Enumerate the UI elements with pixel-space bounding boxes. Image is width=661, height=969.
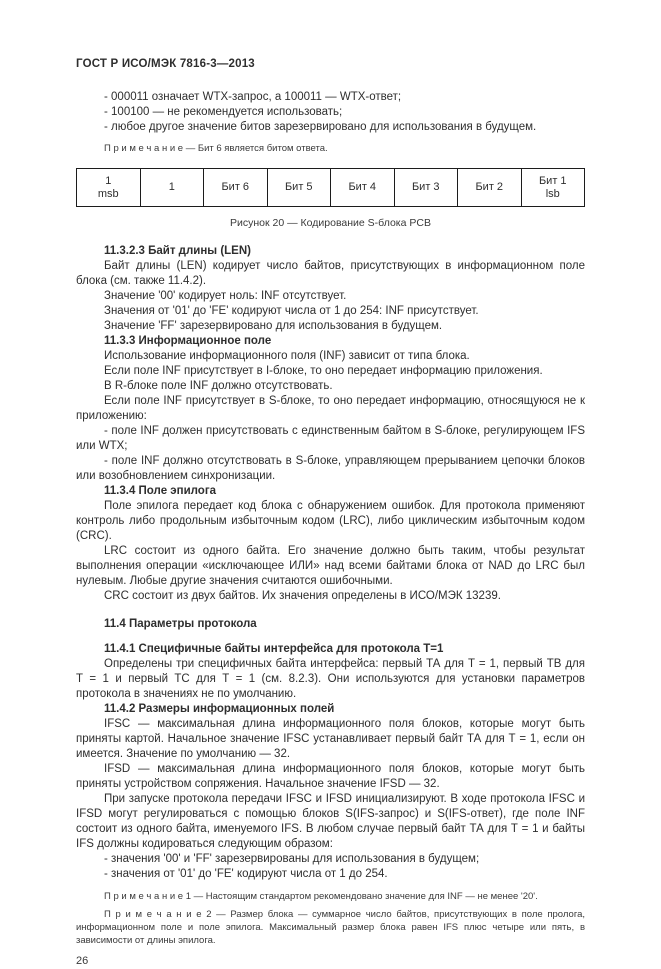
cell-line: Бит 5 [284,181,313,193]
paragraph: Байт длины (LEN) кодирует число байтов, присутствующих в информационном поле блока (см. также 11.4.2). [76,260,585,287]
section-heading-11-3-4: 11.3.4 Поле эпилога [104,485,217,497]
paragraph: Значение '00' кодирует ноль: INF отсутствует. [104,290,347,302]
list-item: - любое другое значение битов зарезервировано для использования в будущем. [104,121,537,133]
list-item: - значения от '01' до 'FE' кодируют числа от 1 до 254. [104,868,388,880]
paragraph: Поле эпилога передает код блока с обнаружением ошибок. Для протокола применяют контроль либо продольным избыточным кодом (LRC), либо циклическим избыточным кодом (CRC). [76,500,585,542]
section-heading-11-3-3: 11.3.3 Информационное поле [104,335,272,347]
table-cell-bit4 [330,169,394,206]
list-item: - 100100 — не рекомендуется использовать; [104,106,343,118]
cell-line: 1 [105,174,112,187]
table-cell-bit2 [457,169,521,206]
paragraph: CRC состоит из двух байтов. Их значения определены в ИСО/МЭК 13239. [104,590,501,602]
figure20-caption: Рисунок 20 — Кодирование S-блока PCB [230,217,431,229]
list-item: - 000011 означает WTX-запрос, а 100011 — WTX-ответ; [104,91,402,103]
table-cell-bit7 [140,169,204,206]
paragraph: IFSC — максимальная длина информационного поля блоков, которые могут быть приняты картой. Начальное значение IFSC устанавливает первый байт ТА для Т = 1, если он имеется. Значение по умолчанию — 32. [76,718,585,760]
cell-line: msb [97,187,119,200]
cell-line: Бит 2 [475,181,504,193]
section-heading-11-4-1: 11.4.1 Специфичные байты интерфейса для протокола Т=1 [104,643,444,655]
paragraph: Определены три специфичных байта интерфейса: первый ТА для Т = 1, первый ТВ для Т = 1 и первый ТС для Т = 1 (см. 8.2.3). Они используются для установки параметров протокола в значениях не по умолчанию. [76,658,585,700]
cell-line: 1 [168,181,175,193]
paragraph: Если поле INF присутствует в S-блоке, то оно передает информацию, относящуюся не к приложению: [76,395,585,422]
doc-code-header: ГОСТ Р ИСО/МЭК 7816-3—2013 [76,58,255,70]
table-cell-bit5 [267,169,331,206]
section-heading-11-3-2-3: 11.3.2.3 Байт длины (LEN) [104,245,251,257]
note-bit6: П р и м е ч а н и е — Бит 6 является битом ответа. [104,143,328,154]
table-cell-bit3 [394,169,458,206]
paragraph: IFSD — максимальная длина информационного поля блоков, которые могут быть приняты устройством сопряжения. Начальное значение IFSD — 32. [76,763,585,790]
cell-line: Бит 6 [221,181,250,193]
paragraph: Использование информационного поля (INF) зависит от типа блока. [104,350,470,362]
table-cell-bit6 [203,169,267,206]
table-cell-bit8 [77,169,140,206]
footnote-2: П р и м е ч а н и е 2 — Размер блока — суммарное число байтов, присутствующих в поле пролога, информационном поле и поле эпилога. Максимальный размер блока равен IFS плюс четыре или пять, в зависимости от длины эпилога. [76,909,585,946]
paragraph: Значение 'FF' зарезервировано для использования в будущем. [104,320,443,332]
figure20-bit-table [76,168,585,207]
paragraph: При запуске протокола передачи IFSC и IFSD инициализируют. В ходе протокола IFSC и IFSD могут регулироваться с помощью блоков S(IFS-запрос) и S(IFS-ответ), где поле INF состоит из одного байта, именуемого IFS. В любом случае первый байт ТА для Т = 1 и байты IFS должны кодироваться следующим образом: [76,793,585,850]
intro-bullet-list [76,90,585,135]
table-cell-bit1 [521,169,585,206]
section-heading-11-4-2: 11.4.2 Размеры информационных полей [104,703,335,715]
paragraph: Значения от '01' до 'FE' кодируют числа от 1 до 254: INF присутствует. [104,305,479,317]
cell-line: Бит 3 [411,181,440,193]
paragraph: В R-блоке поле INF должно отсутствовать. [104,380,333,392]
page-number: 26 [76,955,89,967]
cell-line: Бит 1 [538,174,567,187]
footnote-1: П р и м е ч а н и е 1 — Настоящим стандартом рекомендовано значение для INF — не менее '20'. [104,891,538,902]
list-item: - значения '00' и 'FF' зарезервированы для использования в будущем; [104,853,480,865]
section-heading-11-4: 11.4 Параметры протокола [104,618,257,630]
cell-line: lsb [545,187,560,200]
paragraph: Если поле INF присутствует в I-блоке, то оно передает информацию приложения. [104,365,543,377]
cell-line: Бит 4 [348,181,377,193]
list-item: - поле INF должно отсутствовать в S-блоке, управляющем прерыванием цепочки блоков или возобновлением синхронизации. [76,455,585,482]
paragraph: LRC состоит из одного байта. Его значение должно быть таким, чтобы результат выполнения операции «исключающее ИЛИ» над всеми байтами блока от NAD до LRC был нулевым. Любые другие значения считаются ошибочными. [76,545,585,587]
list-item: - поле INF должен присутствовать с единственным байтом в S-блоке, регулирующем IFS или WTX; [76,425,585,452]
